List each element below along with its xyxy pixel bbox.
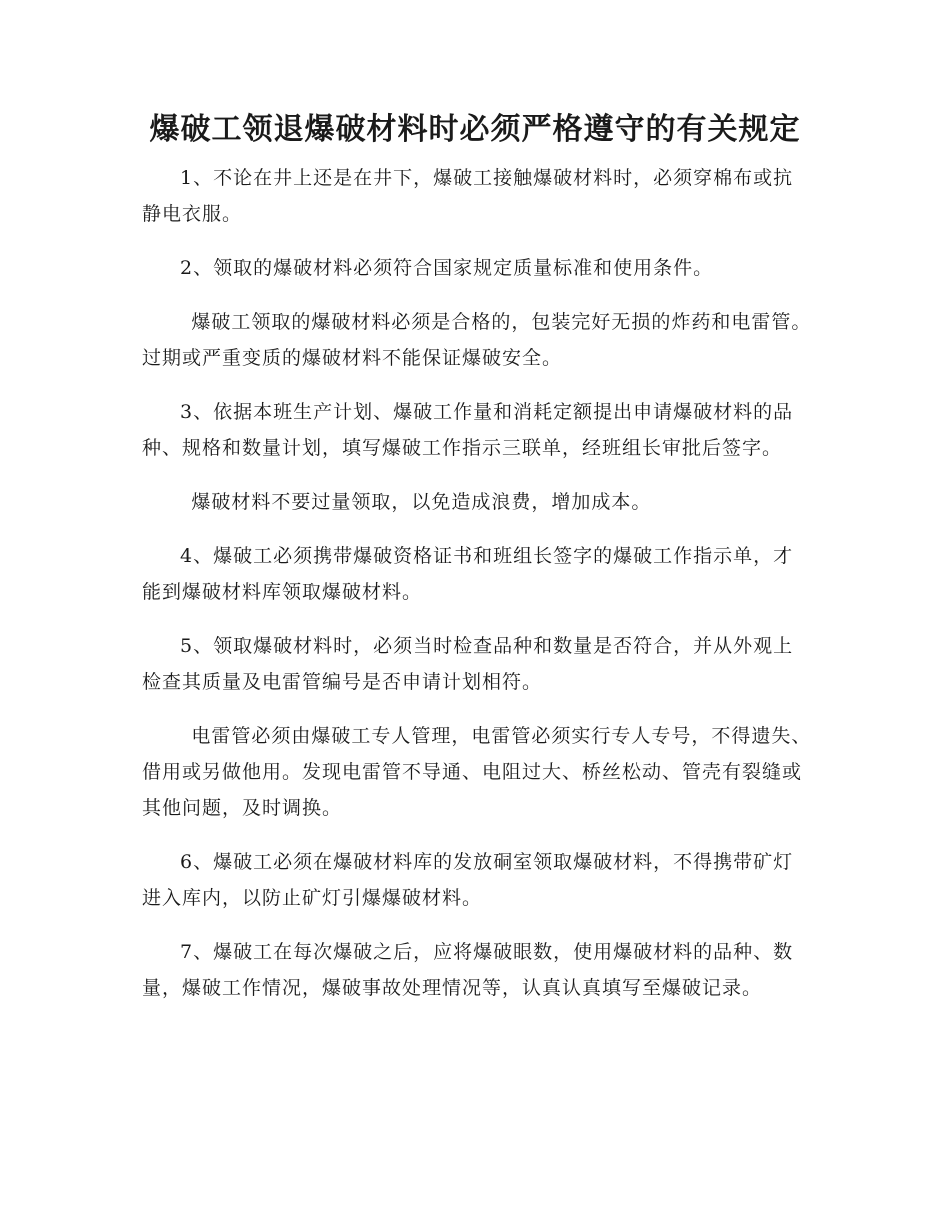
paragraph-rule-6: 6、爆破工必须在爆破材料库的发放硐室领取爆破材料，不得携带矿灯进入库内，以防止矿灯引爆爆破材料。	[142, 851, 794, 909]
paragraph-rule-5: 5、领取爆破材料时，必须当时检查品种和数量是否符合，并从外观上检查其质量及电雷管编号是否申请计划相符。	[142, 635, 794, 693]
paragraph-rule-4: 4、爆破工必须携带爆破资格证书和班组长签字的爆破工作指示单，才能到爆破材料库领取爆破材料。	[142, 545, 794, 603]
paragraph-rule-1: 1、不论在井上还是在井下，爆破工接触爆破材料时，必须穿棉布或抗静电衣服。	[142, 167, 794, 225]
paragraph-rule-3-note: 爆破材料不要过量领取，以免造成浪费，增加成本。	[191, 491, 652, 513]
page-title: 爆破工领退爆破材料时必须严格遵守的有关规定	[149, 112, 801, 147]
paragraph-rule-3: 3、依据本班生产计划、爆破工作量和消耗定额提出申请爆破材料的品种、规格和数量计划，填写爆破工作指示三联单，经班组长审批后签字。	[142, 401, 794, 459]
paragraph-rule-2: 2、领取的爆破材料必须符合国家规定质量标准和使用条件。	[180, 257, 714, 279]
paragraph-rule-7: 7、爆破工在每次爆破之后，应将爆破眼数，使用爆破材料的品种、数量，爆破工作情况，爆破事故处理情况等，认真认真填写至爆破记录。	[142, 941, 794, 999]
paragraph-rule-5-note: 电雷管必须由爆破工专人管理，电雷管必须实行专人专号，不得遗失、借用或另做他用。发现电雷管不导通、电阻过大、桥丝松动、管壳有裂缝或其他问题，及时调换。	[142, 725, 812, 819]
paragraph-rule-2-note: 爆破工领取的爆破材料必须是合格的，包装完好无损的炸药和电雷管。过期或严重变质的爆破材料不能保证爆破安全。	[142, 311, 812, 369]
document-body	[142, 160, 812, 1024]
